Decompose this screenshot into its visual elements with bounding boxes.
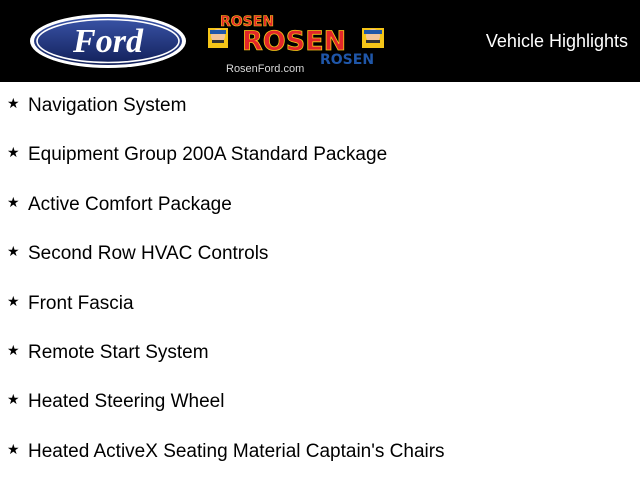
highlight-label: Remote Start System (28, 341, 209, 363)
list-item (0, 280, 640, 329)
highlight-label: Equipment Group 200A Standard Package (28, 144, 388, 166)
highlight-label: Front Fascia (28, 292, 134, 314)
highlight-label: Heated Steering Wheel (28, 391, 225, 413)
list-item (0, 82, 640, 131)
dealer-logo (206, 12, 388, 74)
header-bar (0, 0, 640, 82)
list-item (0, 181, 640, 230)
list-item (0, 428, 640, 477)
star-icon: ★ (7, 392, 20, 409)
list-item (0, 131, 640, 180)
dealer-logo-top-text: ROSEN (220, 14, 275, 30)
list-item (0, 230, 640, 279)
star-icon: ★ (7, 194, 20, 211)
star-icon: ★ (7, 342, 20, 359)
highlight-label: Active Comfort Package (28, 193, 232, 215)
rosen-mascot-icon (208, 28, 228, 48)
star-icon: ★ (7, 145, 20, 162)
ford-logo-text: Ford (73, 23, 143, 60)
highlight-label: Heated ActiveX Seating Material Captain's Chairs (28, 440, 445, 462)
highlights-list (0, 82, 640, 477)
star-icon: ★ (7, 441, 20, 458)
dealer-logo-bottom-text: ROSEN (320, 52, 375, 68)
dealer-logo-main-text: ROSEN (242, 26, 347, 57)
list-item (0, 329, 640, 378)
highlight-label: Second Row HVAC Controls (28, 243, 269, 265)
star-icon: ★ (7, 293, 20, 310)
highlight-label: Navigation System (28, 95, 187, 116)
ford-logo (28, 12, 188, 70)
star-icon: ★ (7, 244, 20, 261)
dealer-logo-website: RosenFord.com (226, 63, 305, 74)
list-item (0, 378, 640, 427)
rosen-mascot-icon-right (362, 28, 384, 48)
star-icon: ★ (7, 96, 20, 112)
page-title: Vehicle Highlights (485, 31, 628, 51)
